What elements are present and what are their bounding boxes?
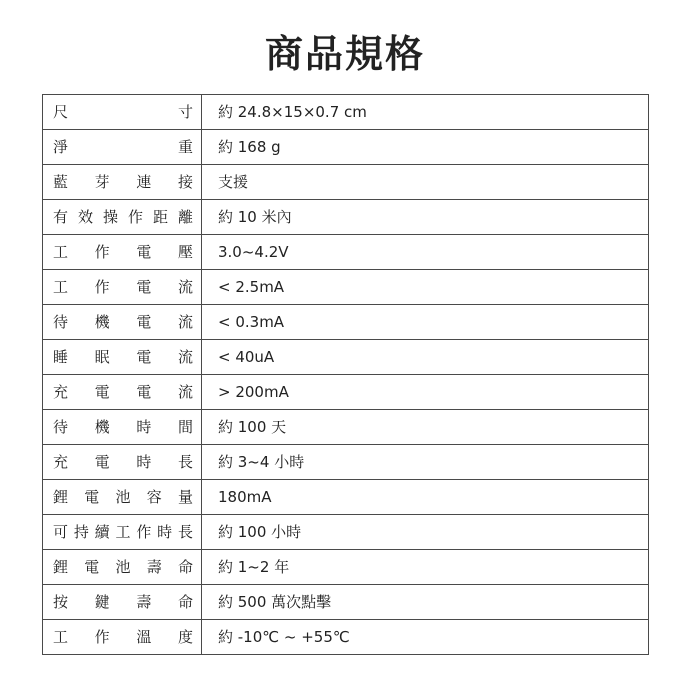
spec-label: 工 作 溫 度 bbox=[43, 620, 202, 655]
spec-row bbox=[43, 340, 649, 375]
spec-value: 3.0~4.2V bbox=[202, 235, 649, 270]
spec-value: 約 3~4 小時 bbox=[202, 445, 649, 480]
spec-label: 待 機 電 流 bbox=[43, 305, 202, 340]
spec-label: 鋰 電 池 壽 命 bbox=[43, 550, 202, 585]
spec-label: 工 作 電 流 bbox=[43, 270, 202, 305]
spec-label: 尺 寸 bbox=[43, 95, 202, 130]
spec-row bbox=[43, 235, 649, 270]
spec-label: 淨 重 bbox=[43, 130, 202, 165]
spec-value: 支援 bbox=[202, 165, 649, 200]
spec-label: 藍 芽 連 接 bbox=[43, 165, 202, 200]
spec-row bbox=[43, 620, 649, 655]
spec-row bbox=[43, 200, 649, 235]
spec-value: > 200mA bbox=[202, 375, 649, 410]
spec-value: 約 100 天 bbox=[202, 410, 649, 445]
spec-row bbox=[43, 585, 649, 620]
spec-table bbox=[42, 94, 649, 655]
spec-value: 約 10 米內 bbox=[202, 200, 649, 235]
spec-value: < 40uA bbox=[202, 340, 649, 375]
spec-row bbox=[43, 445, 649, 480]
spec-value: 180mA bbox=[202, 480, 649, 515]
spec-row bbox=[43, 130, 649, 165]
spec-row bbox=[43, 550, 649, 585]
spec-value: 約 1~2 年 bbox=[202, 550, 649, 585]
spec-label: 有 效 操 作 距 離 bbox=[43, 200, 202, 235]
spec-row bbox=[43, 410, 649, 445]
page-title: 商品規格 bbox=[264, 32, 425, 76]
spec-value: 約 24.8×15×0.7 cm bbox=[202, 95, 649, 130]
spec-label: 按 鍵 壽 命 bbox=[43, 585, 202, 620]
spec-label: 鋰 電 池 容 量 bbox=[43, 480, 202, 515]
spec-table-body bbox=[43, 95, 649, 655]
spec-row bbox=[43, 480, 649, 515]
spec-label: 待 機 時 間 bbox=[43, 410, 202, 445]
spec-value: 約 500 萬次點擊 bbox=[202, 585, 649, 620]
spec-label: 可 持 續 工 作 時 長 bbox=[43, 515, 202, 550]
spec-label: 充 電 時 長 bbox=[43, 445, 202, 480]
spec-value: 約 -10℃ ~ +55℃ bbox=[202, 620, 649, 655]
spec-row bbox=[43, 375, 649, 410]
spec-value: 約 100 小時 bbox=[202, 515, 649, 550]
spec-value: < 0.3mA bbox=[202, 305, 649, 340]
spec-row bbox=[43, 95, 649, 130]
spec-value: < 2.5mA bbox=[202, 270, 649, 305]
spec-row bbox=[43, 270, 649, 305]
spec-row bbox=[43, 305, 649, 340]
spec-row bbox=[43, 515, 649, 550]
spec-label: 工 作 電 壓 bbox=[43, 235, 202, 270]
spec-label: 充 電 電 流 bbox=[43, 375, 202, 410]
spec-row bbox=[43, 165, 649, 200]
spec-label: 睡 眠 電 流 bbox=[43, 340, 202, 375]
spec-value: 約 168 g bbox=[202, 130, 649, 165]
